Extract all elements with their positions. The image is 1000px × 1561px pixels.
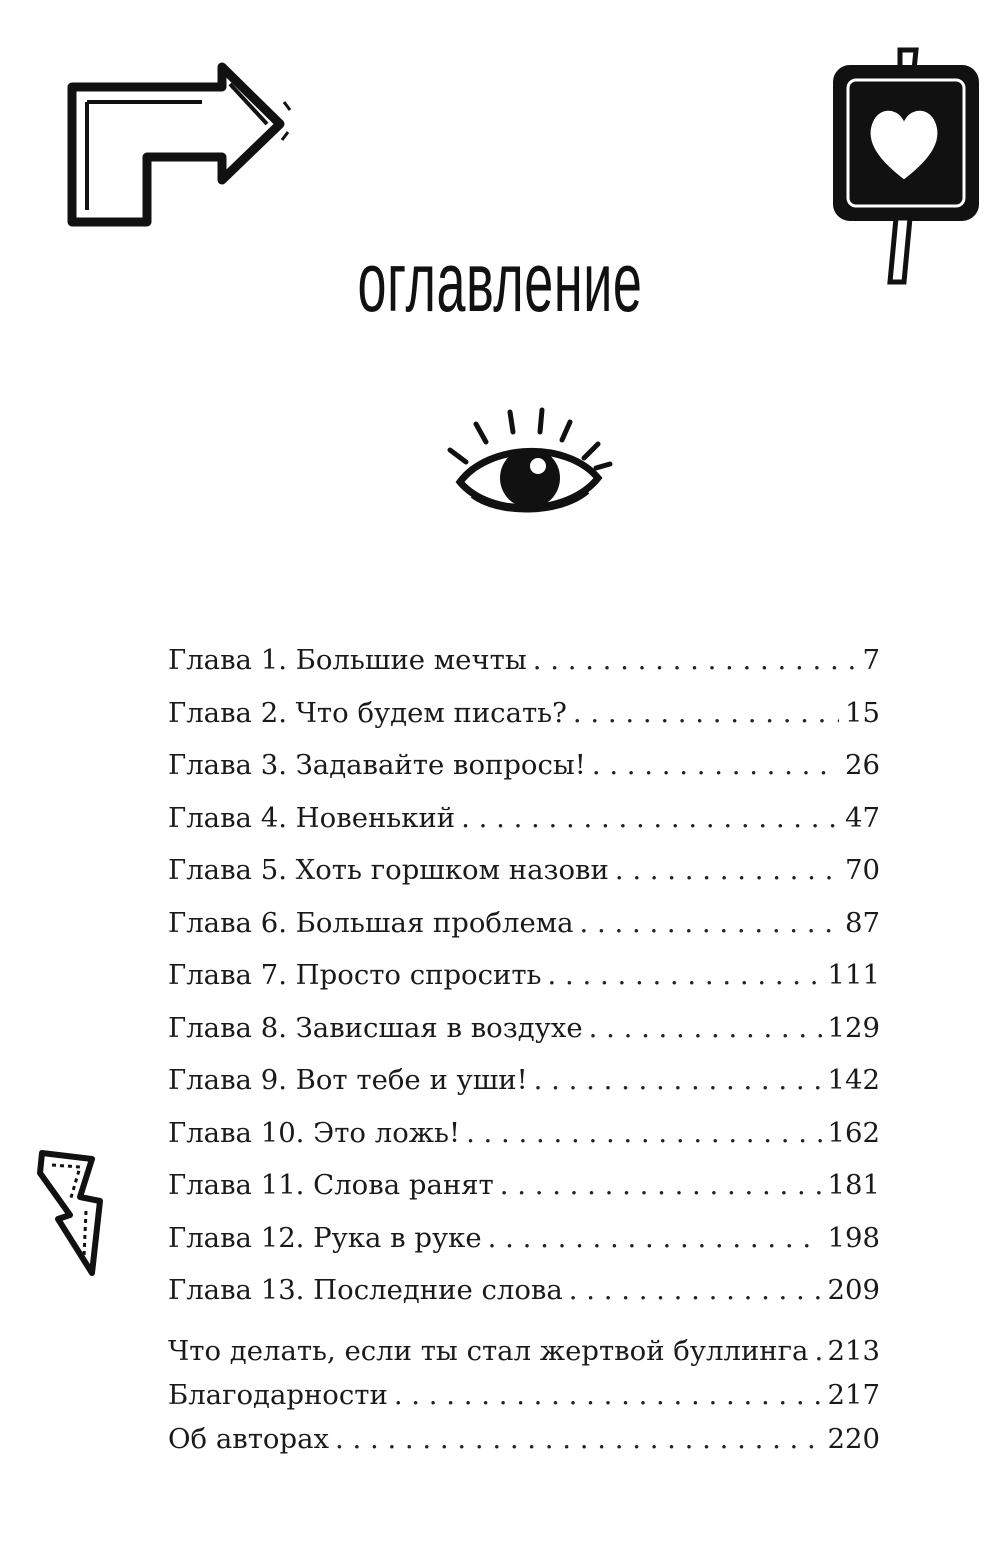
chapter-list <box>168 634 880 1317</box>
toc-entry-page: 142 <box>827 1064 880 1096</box>
dot-leader <box>335 1417 822 1461</box>
toc-entry-title: Глава 3. Задавайте вопросы! <box>168 749 586 781</box>
toc-entry-page: 15 <box>845 696 880 729</box>
toc-entry-page: 217 <box>827 1378 880 1411</box>
heart-sign-icon <box>818 40 988 290</box>
toc-entry-page: 111 <box>827 959 880 991</box>
toc-entry-title: Глава 7. Просто спросить <box>168 959 542 991</box>
toc-entry-page: 181 <box>827 1169 880 1201</box>
dot-leader <box>615 844 839 897</box>
arrow-icon <box>52 62 292 232</box>
toc-entry-title: Глава 11. Слова ранят <box>168 1169 494 1201</box>
dot-leader <box>548 949 822 1002</box>
dot-leader <box>466 1107 821 1160</box>
toc-entry <box>168 1212 880 1265</box>
toc-entry-title: Глава 6. Большая проблема <box>168 906 574 939</box>
toc-entry <box>168 1159 880 1212</box>
toc-entry-page: 70 <box>845 854 880 886</box>
toc-entry-page: 87 <box>845 906 880 939</box>
toc-entry-page: 7 <box>862 644 880 676</box>
toc-entry-page: 47 <box>845 801 880 834</box>
toc-entry-title: Что делать, если ты стал жертвой буллинга <box>168 1334 809 1367</box>
toc-entry-title: Глава 10. Это ложь! <box>168 1116 461 1149</box>
toc-entry-title: Глава 1. Большие мечты <box>168 644 527 676</box>
toc-entry-title: Глава 12. Рука в руке <box>168 1221 482 1254</box>
dot-leader <box>461 792 839 845</box>
toc-entry-page: 198 <box>827 1221 880 1254</box>
toc-entry <box>168 949 880 1002</box>
toc-entry-title: Об авторах <box>168 1422 329 1455</box>
toc-entry-page: 129 <box>827 1011 880 1044</box>
toc-entry-title: Глава 13. Последние слова <box>168 1274 563 1306</box>
toc-entry <box>168 739 880 792</box>
dot-leader <box>534 1054 822 1107</box>
toc-entry-page: 209 <box>827 1274 880 1306</box>
dot-leader <box>488 1212 822 1265</box>
toc-entry <box>168 1107 880 1160</box>
toc-entry <box>168 844 880 897</box>
toc-entry <box>168 1329 880 1373</box>
toc-entry-page: 213 <box>827 1334 880 1367</box>
toc-entry <box>168 1054 880 1107</box>
dot-leader <box>589 1002 822 1055</box>
toc-entry <box>168 634 880 687</box>
toc-entry-title: Глава 9. Вот тебе и уши! <box>168 1064 528 1096</box>
lightning-icon <box>30 1145 110 1280</box>
toc-entry <box>168 687 880 740</box>
toc-entry-page: 26 <box>845 749 880 781</box>
page-title: оглавление <box>357 235 643 330</box>
toc-entry-title: Глава 8. Зависшая в воздухе <box>168 1011 583 1044</box>
dot-leader <box>394 1373 822 1417</box>
toc-entry <box>168 897 880 950</box>
toc-entry <box>168 1417 880 1461</box>
toc-entry-page: 220 <box>827 1422 880 1455</box>
toc-entry <box>168 1373 880 1417</box>
toc-entry <box>168 792 880 845</box>
table-of-contents <box>168 634 880 1461</box>
dot-leader <box>533 634 857 687</box>
toc-entry-title: Глава 4. Новенький <box>168 801 456 834</box>
toc-entry <box>168 1264 880 1317</box>
dot-leader <box>569 1264 822 1317</box>
dot-leader <box>580 897 839 950</box>
toc-entry-title: Глава 5. Хоть горшком назови <box>168 854 609 886</box>
dot-leader <box>814 1329 821 1373</box>
dot-leader <box>500 1159 822 1212</box>
toc-entry-page: 162 <box>827 1116 880 1149</box>
dot-leader <box>573 687 839 740</box>
toc-entry-title: Благодарности <box>168 1378 388 1411</box>
dot-leader <box>592 739 839 792</box>
extra-list <box>168 1329 880 1461</box>
eye-icon <box>438 404 620 520</box>
toc-entry <box>168 1002 880 1055</box>
toc-entry-title: Глава 2. Что будем писать? <box>168 696 567 729</box>
